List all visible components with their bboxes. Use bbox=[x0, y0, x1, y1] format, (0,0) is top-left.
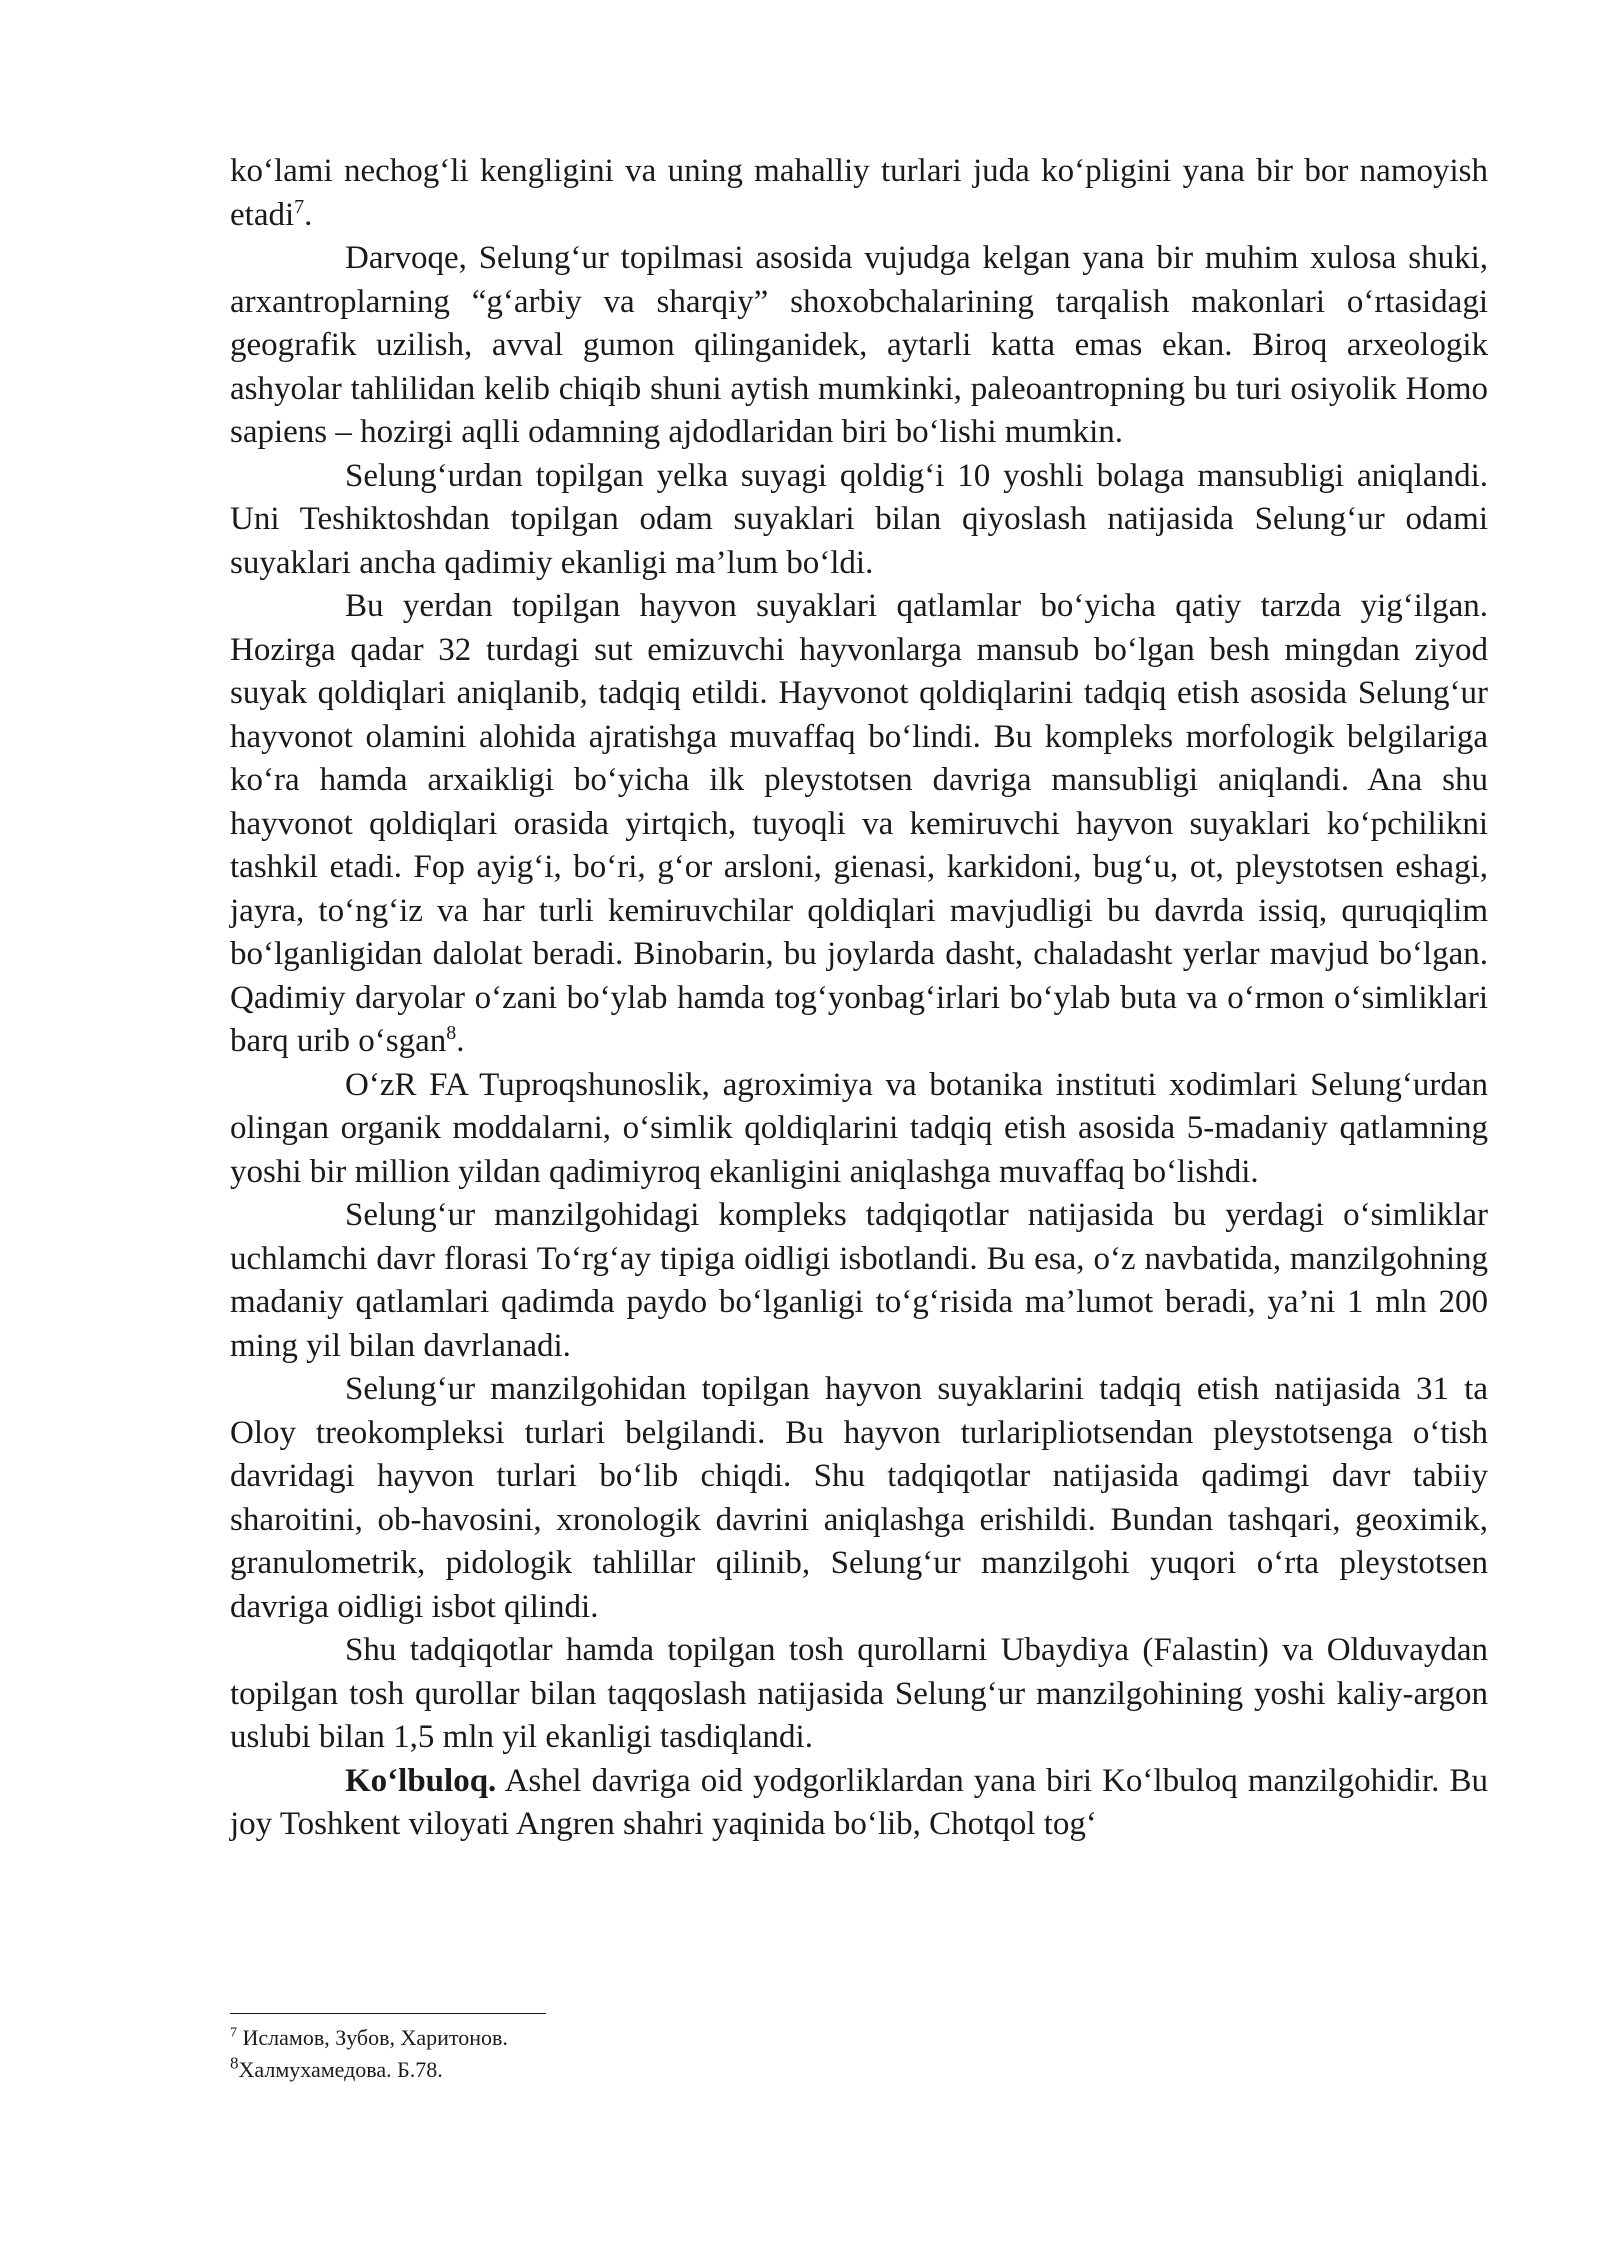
footnote-text-8: Халмухамедова. Б.78. bbox=[238, 2057, 443, 2082]
footnote-8 bbox=[230, 2054, 1488, 2086]
paragraph-text: ko‘lami nechog‘li kengligini va uning mahalliy turlari juda ko‘pligini yana bir bor namoyish etadi bbox=[230, 153, 1488, 233]
paragraph-institut: O‘zR FA Tuproqshunoslik, agroximiya va botanika instituti xodimlari Selung‘urdan olingan organik moddalarni, o‘simlik qoldiqlarini tadqiq etish asosida 5-madaniy qatlamning yoshi bir million yildan qadimiyroq ekanligini aniqlashga muvaffaq bo‘lishdi. bbox=[230, 1066, 1488, 1190]
paragraph-kaliy-argon: Shu tadqiqotlar hamda topilgan tosh qurollarni Ubaydiya (Falastin) va Olduvaydan topilgan tosh qurollar bilan taqqoslash natijasida Selung‘ur manzilgohining yoshi kaliy-argon uslubi bilan 1,5 mln yil ekanligi tasdiqlandi. bbox=[230, 1632, 1488, 1755]
paragraph-darvoqe: Darvoqe, Selung‘ur topilmasi asosida vujudga kelgan yana bir muhim xulosa shuki, arxantroplarning “g‘arbiy va sharqiy” shoxobchalarining tarqalish makonlari o‘rtasidagi geografik uzilish, avval gumon qilinganidek, aytarli katta emas ekan. Biroq arxeologik ashyolar tahlilidan kelib chiqib shuni aytish mumkinki, paleoantropning bu turi osiyolik Homo sapiens – hozirgi aqlli odamning ajdodlaridan biri bo‘lishi mumkin. bbox=[230, 240, 1488, 450]
paragraph-kompleks-tadqiqotlar: Selung‘ur manzilgohidagi kompleks tadqiqotlar natijasida bu yerdagi o‘simliklar uchlamchi davr florasi To‘rg‘ay tipiga oidligi isbotlandi. Bu esa, o‘z navbatida, manzilgohning madaniy qatlamlari qadimda paydo bo‘lganligi to‘g‘risida ma’lumot beradi, ya’ni 1 mln 200 ming yil bilan davrlanadi. bbox=[230, 1197, 1488, 1364]
paragraph-continuation bbox=[230, 150, 1488, 237]
paragraph-oloy-treokompleksi: Selung‘ur manzilgohidan topilgan hayvon suyaklarini tadqiq etish natijasida 31 ta Oloy treokompleksi turlari belgilandi. Bu hayvon turlaripliotsendan pleystotsenga o‘tish davridagi hayvon turlari bo‘lib chiqdi. Shu tadqiqotlar natijasida qadimgi davr tabiiy sharoitini, ob-havosini, xronologik davrini aniqlashga erishildi. Bundan tashqari, geoximik, granulometrik, pidologik tahlillar qilinib, Selung‘ur manzilgohi yuqori o‘rta pleystotsen davriga oidligi isbot qilindi. bbox=[230, 1371, 1488, 1625]
paragraph-yelka-suyagi: Selung‘urdan topilgan yelka suyagi qoldig‘i 10 yoshli bolaga mansubligi aniqlandi. Uni Teshiktoshdan topilgan odam suyaklari bilan qiyoslash natijasida Selung‘ur odami suyaklari ancha qadimiy ekanligi ma’lum bo‘ldi. bbox=[230, 457, 1488, 581]
footnote-mark-7: 7 bbox=[230, 2025, 237, 2041]
paragraph-text: Ashel davriga oid yodgorliklardan yana biri Ko‘lbuloq manzilgohidir. Bu joy Toshkent viloyati Angren shahri yaqinida bo‘lib, Chotqol tog‘ bbox=[230, 1762, 1488, 1842]
paragraph-kolbuloq bbox=[230, 1760, 1488, 1847]
paragraph-text: Bu yerdan topilgan hayvon suyaklari qatlamlar bo‘yicha qatiy tarzda yig‘ilgan. Hozirga qadar 32 turdagi sut emizuvchi hayvonlarga mansub bo‘lgan besh mingdan ziyod suyak qoldiqlari aniqlanib, tadqiq etildi. Hayvonot qoldiqlarini tadqiq etish asosida Selung‘ur hayvonot olamini alohida ajratishga muvaffaq bo‘lindi. Bu kompleks morfologik belgilariga ko‘ra hamda arxaikligi bo‘yicha ilk pleystotsen davriga mansubligi aniqlandi. Ana shu hayvonot qoldiqlari orasida yirtqich, tuyoqli va kemiruvchi hayvon suyaklari ko‘pchilikni tashkil etadi. Fop ayig‘i, bo‘ri, g‘or arsloni, gienasi, karkidoni, bug‘u, ot, pleystotsen eshagi, jayra, to‘ng‘iz va har turli kemiruvchilar qoldiqlari mavjudligi bu davrda issiq, quruqiqlim bo‘lganligidan dalolat beradi. Binobarin, bu joylarda dasht, chaladasht yerlar mavjud bo‘lgan. Qadimiy daryolar o‘zani bo‘ylab hamda tog‘yonbag‘irlari bo‘ylab buta va o‘rmon o‘simliklari barq urib o‘sgan bbox=[230, 588, 1488, 1059]
footnote-text-7: Исламов, Зубов, Харитонов. bbox=[237, 2025, 508, 2050]
document-body bbox=[230, 150, 1488, 1847]
paragraph-end: . bbox=[304, 196, 313, 233]
footnotes bbox=[230, 2022, 1488, 2086]
footnote-mark-8: 8 bbox=[230, 2053, 239, 2073]
paragraph-end: . bbox=[456, 1023, 465, 1059]
footnote-reference-7[interactable]: 7 bbox=[294, 195, 305, 218]
footnote-7 bbox=[230, 2022, 1488, 2054]
footnote-reference-8[interactable]: 8 bbox=[446, 1022, 457, 1044]
footnote-separator bbox=[230, 2013, 546, 2014]
section-heading-kolbuloq: Ko‘lbuloq. bbox=[345, 1762, 497, 1799]
paragraph-hayvon-suyaklari bbox=[230, 585, 1488, 1064]
